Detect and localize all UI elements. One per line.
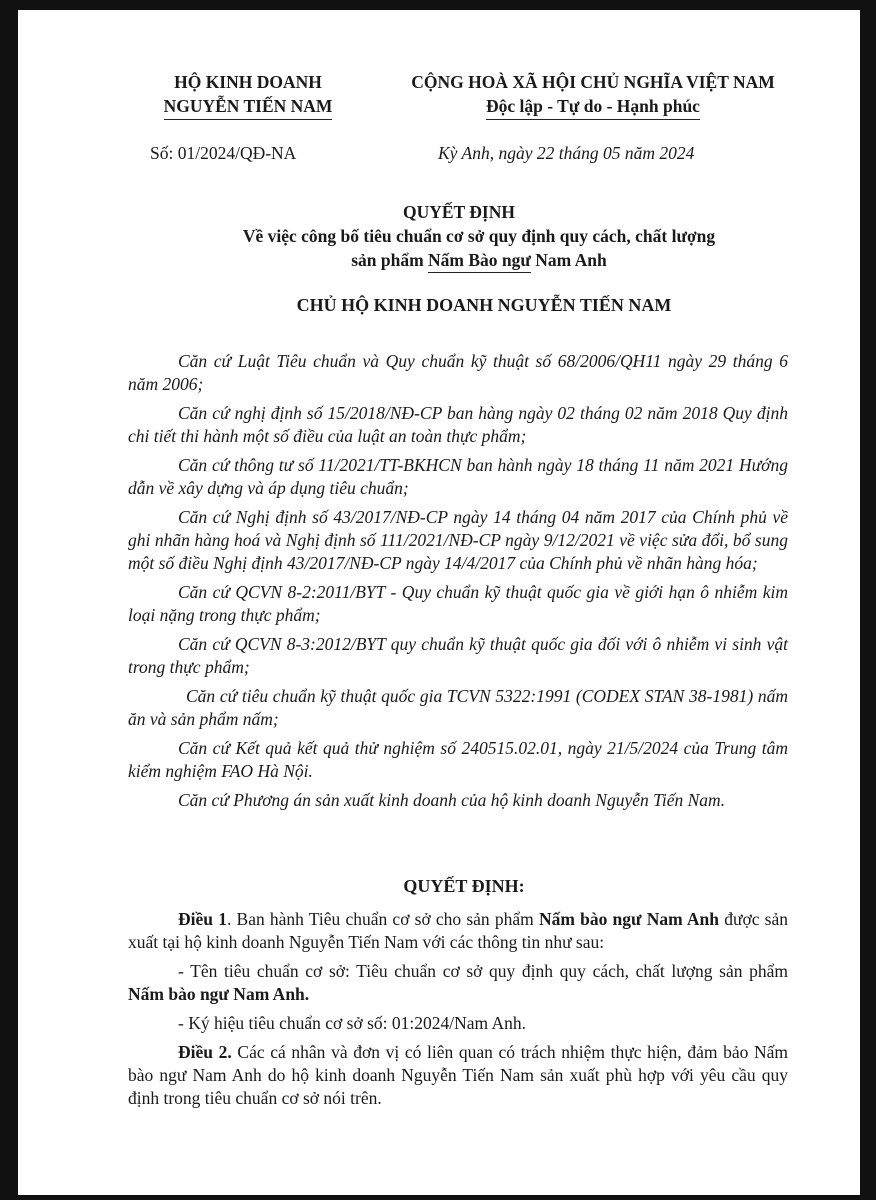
document-header [18,10,860,180]
title-line-3 [98,248,860,273]
org-line-1: HỘ KINH DOANH [174,72,322,92]
article-2-label: Điều 2. [178,1042,232,1062]
article-1-item-1 [128,960,788,1006]
document-page [18,10,860,1195]
issuing-organization [118,70,378,120]
title-line-2: Về việc công bố tiêu chuẩn cơ sở quy định quy cách, chất lượng [242,226,716,246]
article-1 [128,908,788,954]
national-motto [383,70,803,120]
document-title [18,200,860,273]
article-1-item-1-text: - Tên tiêu chuẩn cơ sở: Tiêu chuẩn cơ sở quy định quy cách, chất lượng sản phẩm [178,961,788,981]
basis-item: Căn cứ nghị định số 15/2018/NĐ-CP ban hàng ngày 02 tháng 02 năm 2018 Quy định chi tiết thi hành một số điều của luật an toàn thực phẩm; [128,403,788,446]
article-1-item-1-product: Nấm bào ngư Nam Anh. [128,984,310,1004]
article-2-text: Các cá nhân và đơn vị có liên quan có trách nhiệm thực hiện, đảm bảo Nấm bào ngư Nam Anh do hộ kinh doanh Nguyễn Tiến Nam sản xuất phù hợp với yêu cầu quy định trong tiêu chuẩn cơ sở nói trên. [128,1042,789,1108]
issuer-text: CHỦ HỘ KINH DOANH NGUYỄN TIẾN NAM [296,295,672,315]
article-1-label: Điều 1 [178,909,227,929]
decision-heading-text: QUYẾT ĐỊNH: [403,876,525,896]
article-2 [128,1041,788,1110]
title-line-3-suffix: Nam Anh [530,250,607,270]
basis-item: Căn cứ Luật Tiêu chuẩn và Quy chuẩn kỹ thuật số 68/2006/QH11 ngày 29 tháng 6 năm 2006; [128,351,788,394]
org-line-2: NGUYỄN TIẾN NAM [164,94,333,120]
basis-item: Căn cứ tiêu chuẩn kỹ thuật quốc gia TCVN 5322:1991 (CODEX STAN 38-1981) nấm ăn và sản phẩm nấm; [128,686,788,729]
basis-item: Căn cứ QCVN 8-3:2012/BYT quy chuẩn kỹ thuật quốc gia đối với ô nhiễm vi sinh vật trong thực phẩm; [128,634,788,677]
issuer-heading [18,295,860,316]
document-number: Số: 01/2024/QĐ-NA [150,143,297,163]
articles [128,908,788,1116]
basis-item: Căn cứ Kết quả kết quả thử nghiệm số 240515.02.01, ngày 21/5/2024 của Trung tâm kiểm nghiệm FAO Hà Nội. [128,738,788,781]
article-1-item-2: - Ký hiệu tiêu chuẩn cơ sở số: 01:2024/Nam Anh. [178,1013,527,1033]
title-line-1: QUYẾT ĐỊNH [403,202,515,222]
title-product-underlined: Nấm Bào ngư [428,248,531,273]
basis-item: Căn cứ Phương án sản xuất kinh doanh của hộ kinh doanh Nguyễn Tiến Nam. [178,790,726,810]
nation-line-2: Độc lập - Tự do - Hạnh phúc [486,94,700,120]
title-line-3-prefix: sản phẩm [351,250,429,270]
nation-line-1: CỘNG HOÀ XÃ HỘI CHỦ NGHĨA VIỆT NAM [411,72,775,92]
basis-item: Căn cứ thông tư số 11/2021/TT-BKHCN ban hành ngày 18 tháng 11 năm 2021 Hướng dẫn về xây dựng và áp dụng tiêu chuẩn; [128,455,788,498]
basis-item: Căn cứ Nghị định số 43/2017/NĐ-CP ngày 14 tháng 04 năm 2017 của Chính phủ về ghi nhãn hàng hoá và Nghị định số 111/2021/NĐ-CP ngày 9/12/2021 về việc sửa đổi, bổ sung một số điều Nghị định 43/2017/NĐ-CP ngày 14/4/2017 của Chính phủ về nhãn hàng hóa; [128,507,788,573]
legal-bases [128,350,788,818]
basis-item: Căn cứ QCVN 8-2:2011/BYT - Quy chuẩn kỹ thuật quốc gia về giới hạn ô nhiễm kim loại nặng trong thực phẩm; [128,582,788,625]
article-1-text-a: . Ban hành Tiêu chuẩn cơ sở cho sản phẩm [226,909,539,929]
place-and-date: Kỳ Anh, ngày 22 tháng 05 năm 2024 [438,143,695,163]
article-1-product: Nấm bào ngư Nam Anh [538,909,720,929]
decision-heading [18,876,860,897]
article-1-text-b: được sản xuất tại hộ kinh doanh Nguyễn Tiến Nam với các thông tin như sau: [128,909,788,952]
